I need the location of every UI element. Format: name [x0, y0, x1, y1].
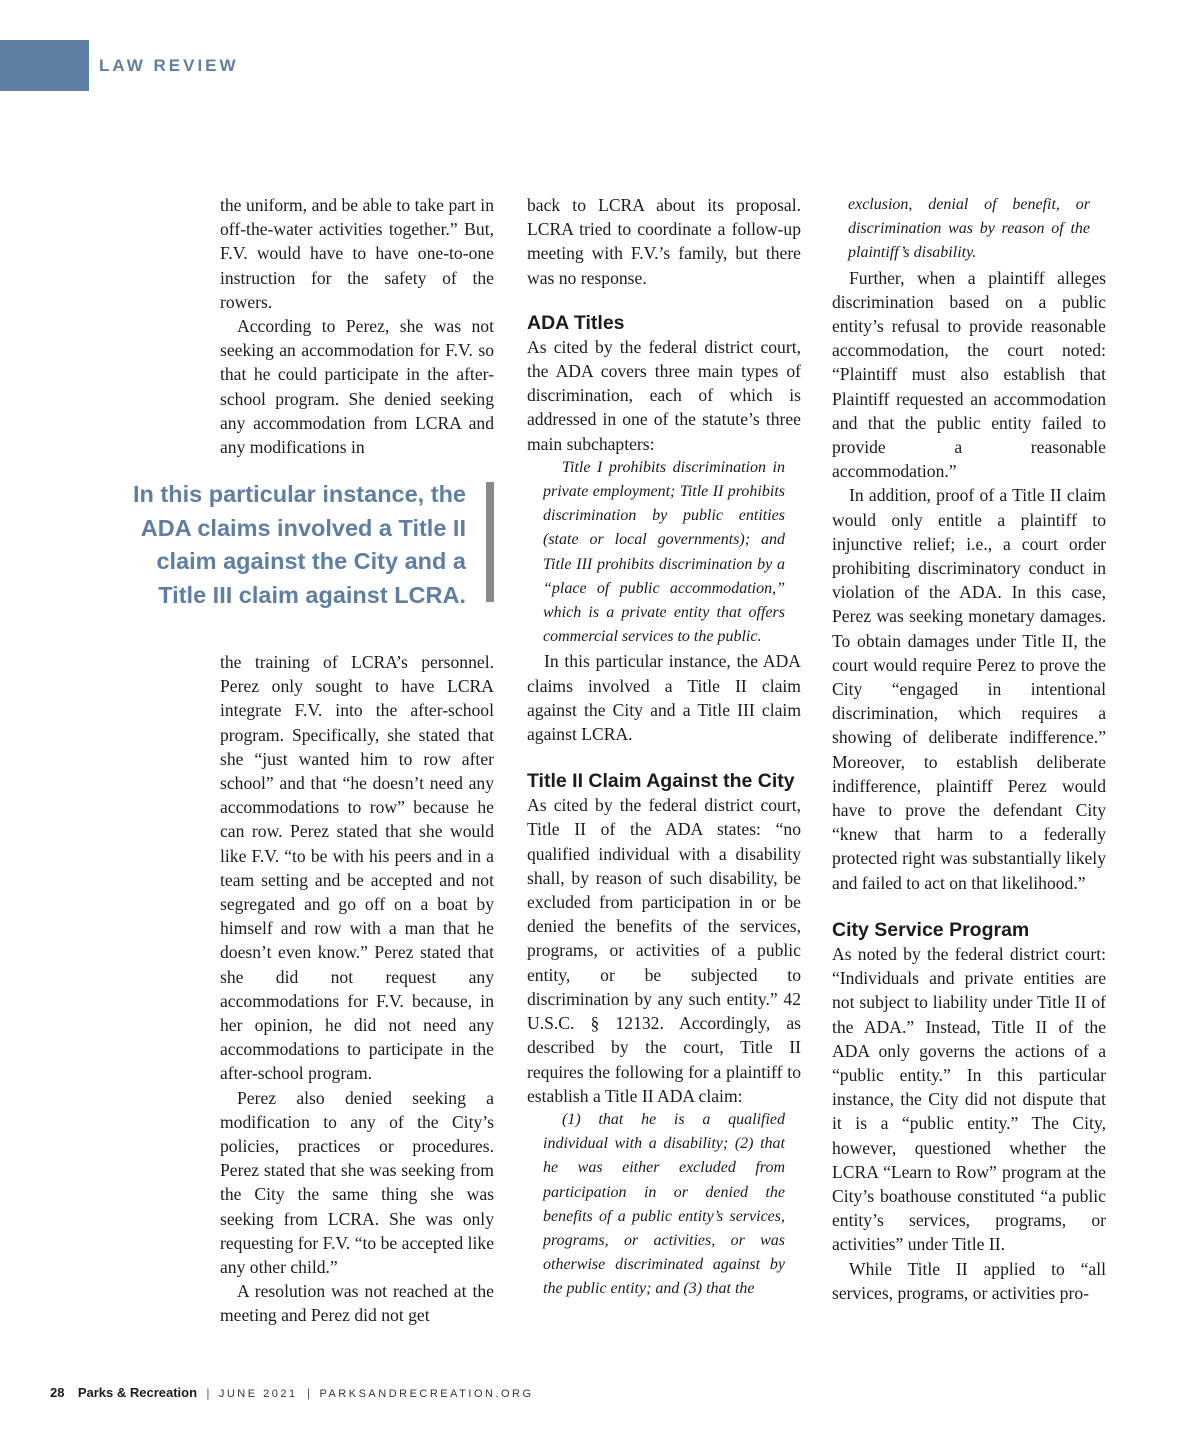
header-accent-bar: [0, 40, 89, 91]
pull-quote-rule: [486, 482, 494, 602]
heading-title-ii-claim: Title II Claim Against the City: [527, 770, 795, 793]
paragraph: back to LCRA about its proposal. LCRA tried to coordinate a follow-up meeting with F.V.’s family, but there was no response.: [527, 195, 801, 288]
page-number: 28: [50, 1385, 65, 1400]
block-quote: (1) that he is a qualified individual with a disability; (2) that he was either excluded from participation in or denied the benefits of a public entity’s services, programs, or activities, or was otherwise discriminated against by the public entity; and (3) that the: [543, 1110, 785, 1298]
column-1-top: [220, 193, 494, 459]
paragraph: In this particular instance, the ADA claims involved a Title II claim against the City and a Title III claim against LCRA.: [527, 651, 801, 745]
paragraph: the uniform, and be able to take part in off-the-water activities together.” But, F.V. would have to have one-to-one instruction for the safety of the rowers.: [220, 195, 494, 312]
paragraph: the training of LCRA’s personnel. Perez only sought to have LCRA integrate F.V. into the after-school program. Specifically, she stated that she “just wanted him to row after school” and that “he doesn’t need any accommodations to row” because he can row. Perez stated that she would like F.V. “to be with his peers and in a team setting and be accepted and not segregated and go off on a boat by himself and row with a man that he doesn’t even know.” Perez stated that she did not request any accommodations for F.V. because, in her opinion, he did not need any accommodations to participate in the after-school program.: [220, 652, 494, 1084]
column-3: [832, 193, 1106, 1305]
issue-date: JUNE 2021: [218, 1388, 298, 1400]
page-footer: [50, 1385, 534, 1400]
paragraph: While Title II applied to “all services, programs, or activities pro-: [832, 1258, 1106, 1303]
paragraph: Perez also denied seeking a modification to any of the City’s policies, practices or procedures. Perez stated that she was seeking from the City the same thing she was seeking from LCRA. She was only requesting for F.V. “to be accepted like any other child.”: [220, 1087, 494, 1278]
website-link[interactable]: PARKSANDRECREATION.ORG: [319, 1388, 534, 1400]
paragraph: In addition, proof of a Title II claim would only entitle a plaintiff to injunctive relief; i.e., a court order prohibiting discriminatory conduct in violation of the ADA. In this case, Perez was seeking monetary damages. To obtain damages under Title II, the court would require Perez to prove the City “engaged in intentional discrimination, which requires a showing of deliberate indifference.” Moreover, to establish deliberate indifference, plaintiff Perez would have to prove the defendant City “knew that harm to a federally protected right was substantially likely and failed to act on that likelihood.”: [832, 485, 1106, 893]
block-quote-continued: exclusion, denial of benefit, or discrimination was by reason of the plaintiff’s disability.: [848, 196, 1090, 262]
paragraph: A resolution was not reached at the meeting and Perez did not get: [220, 1281, 494, 1326]
paragraph: According to Perez, she was not seeking an accommodation for F.V. so that he could participate in the after-school program. She denied seeking any accommodation from LCRA and any modifications in: [220, 316, 494, 458]
paragraph: As cited by the federal district court, the ADA covers three main types of discrimination, each of which is addressed in one of the statute’s three main subchapters:: [527, 336, 801, 454]
magazine-title: Parks & Recreation: [77, 1385, 198, 1400]
footer-separator: |: [306, 1386, 311, 1400]
heading-ada-titles: ADA Titles: [527, 311, 625, 334]
column-1-bottom: [220, 650, 494, 1328]
pull-quote: In this particular instance, the ADA claims involved a Title II claim against the City and a Title III claim against LCRA.: [133, 481, 466, 608]
footer-separator: |: [206, 1386, 210, 1400]
section-label: LAW REVIEW: [99, 56, 239, 75]
column-2: [527, 193, 801, 1302]
heading-city-service-program: City Service Program: [832, 918, 1030, 941]
block-quote: Title I prohibits discrimination in private employment; Title II prohibits discrimination by public entities (state or local governments); and Title III prohibits discrimination by a “place of public accommodation,” which is a private entity that offers commercial services to the public.: [543, 458, 785, 646]
paragraph: Further, when a plaintiff alleges discrimination based on a public entity’s refusal to provide reasonable accommodation, the court noted: “Plaintiff must also establish that Plaintiff requested an accommodation and that the public entity failed to provide a reasonable accommodation.”: [832, 267, 1106, 482]
paragraph: As noted by the federal district court: “Individuals and private entities are not subject to liability under Title II of the ADA.” Instead, Title II of the ADA only governs the actions of a “public entity.” In this particular instance, the City did not dispute that it is a “public entity.” The City, however, questioned whether the LCRA “Learn to Row” program at the City’s boathouse constituted “a public entity’s services, programs, or activities” under Title II.: [832, 943, 1106, 1255]
paragraph: As cited by the federal district court, Title II of the ADA states: “no qualified individual with a disability shall, by reason of such disability, be excluded from participation in or be denied the benefits of the services, programs, or activities of a public entity, or be subjected to discrimination by any such entity.” 42 U.S.C. § 12132. Accordingly, as described by the court, Title II requires the following for a plaintiff to establish a Title II ADA claim:: [527, 795, 801, 1106]
